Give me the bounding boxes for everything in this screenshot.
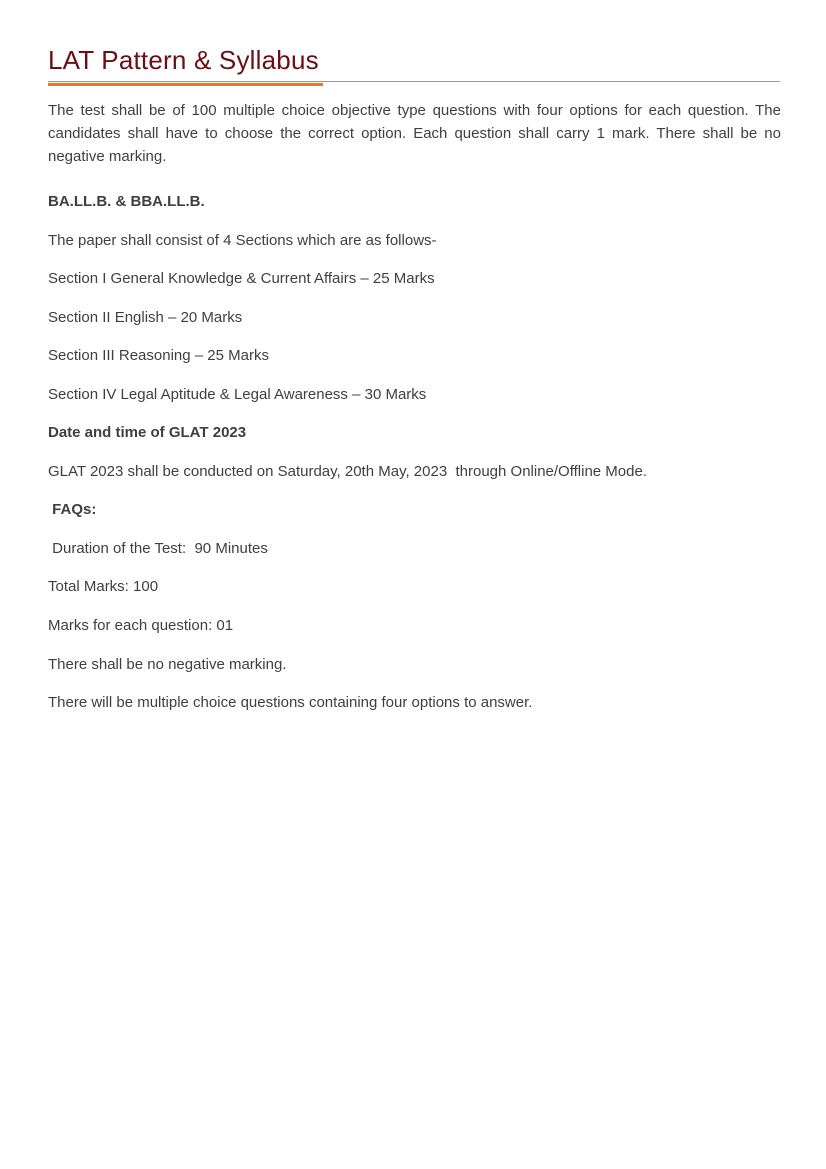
page-title: LAT Pattern & Syllabus (48, 45, 319, 75)
section-item: Section I General Knowledge & Current Affairs – 25 Marks (48, 270, 435, 287)
sections-intro: The paper shall consist of 4 Sections which are as follows- (48, 232, 437, 249)
faq-item: There will be multiple choice questions containing four options to answer. (48, 694, 533, 711)
title-divider (48, 81, 780, 82)
title-accent-underline (48, 83, 323, 86)
date-text: GLAT 2023 shall be conducted on Saturday, 20th May, 2023 through Online/Offline Mode. (48, 463, 647, 480)
faq-item: There shall be no negative marking. (48, 656, 287, 673)
section-item: Section III Reasoning – 25 Marks (48, 347, 269, 364)
programs-heading: BA.LL.B. & BBA.LL.B. (48, 193, 205, 210)
faqs-heading: FAQs: (48, 501, 97, 518)
date-heading: Date and time of GLAT 2023 (48, 424, 247, 441)
intro-paragraph: The test shall be of 100 multiple choice objective type questions with four options for each question. The candidates shall have to choose the correct option. Each question shall carry 1 mark. There shall be no negative marking. (48, 102, 781, 165)
faq-item: Total Marks: 100 (48, 578, 159, 595)
section-item: Section IV Legal Aptitude & Legal Awareness – 30 Marks (48, 386, 427, 403)
faq-item: Marks for each question: 01 (48, 617, 234, 634)
faq-item: Duration of the Test: 90 Minutes (48, 540, 268, 557)
section-item: Section II English – 20 Marks (48, 309, 243, 326)
